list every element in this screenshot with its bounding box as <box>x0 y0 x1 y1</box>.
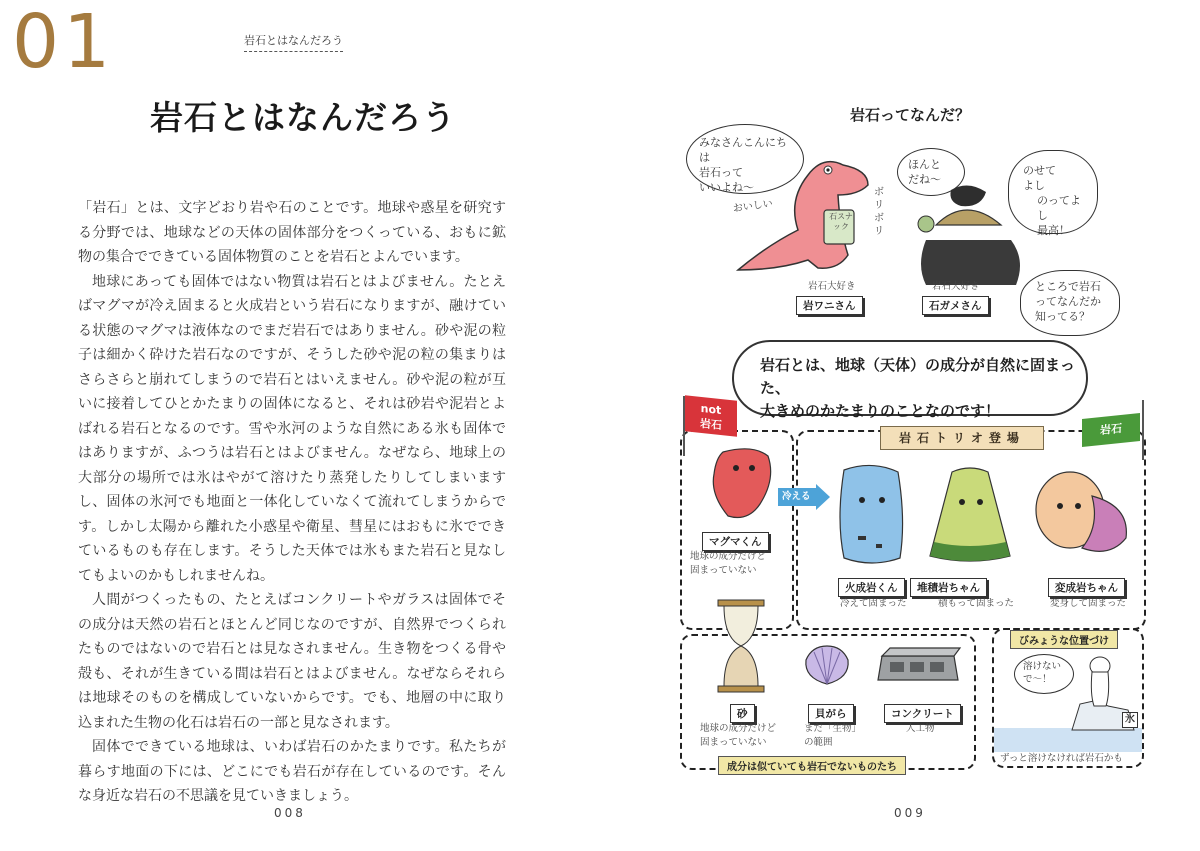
turtle-name-label: 石ガメさん <box>922 296 989 315</box>
concrete-description: 人工物 <box>906 723 935 734</box>
arrow-right-icon <box>816 484 830 510</box>
bubble-line: 岩石って <box>699 166 743 179</box>
chapter-number: 01 <box>12 0 115 85</box>
flag-pole-right <box>1142 400 1144 460</box>
subtle-position-title: びみょうな位置づけ <box>1010 630 1118 649</box>
magma-illustration <box>708 444 778 524</box>
paragraph: 「岩石」とは、文字どおり岩や石のことです。地球や惑星を研究する分野では、地球などの天体の固体部分をつくっている、おもに鉱物の集合でできている固体物質のことを岩石とよんでいます。 <box>78 200 506 265</box>
bubble-line: 溶けない <box>1023 661 1062 672</box>
sedimentary-name-label: 堆積岩ちゃん <box>910 578 987 597</box>
hourglass-icon <box>716 598 766 694</box>
bubble-line: のってよし <box>1037 194 1081 222</box>
bubble-line: のせて <box>1023 164 1056 177</box>
shell-name-label: 貝がら <box>808 704 854 723</box>
bubble-line: ほんと <box>908 158 941 171</box>
question-speech-bubble <box>1020 270 1120 336</box>
ice-label: 氷 <box>1122 712 1138 728</box>
bubble-line: だね〜 <box>908 173 941 186</box>
page-number-right: 009 <box>894 806 926 820</box>
paragraph: 固体でできている地球は、いわば岩石のかたまりです。私たちが暮らす地面の下には、どこにでも岩石が存在しているのです。そんな身近な岩石の不思議を見ていきましょう。 <box>78 739 506 804</box>
concrete-block-icon <box>876 646 962 686</box>
definition-line: 岩石とは、地球（天体）の成分が自然に固まった、 <box>760 356 1076 397</box>
sand-description <box>700 722 776 750</box>
body-text <box>78 196 506 809</box>
metamorphic-rock-illustration <box>1030 466 1136 566</box>
desc-line: 地球の成分だけど <box>700 723 777 734</box>
rock-flag: 岩石 <box>1082 413 1140 447</box>
paragraph: 人間がつくったもの、たとえばコンクリートやガラスは固体でその成分は天然の岩石とほとんど同じなのですが、自然界でつくられたものではないので岩石とは見なされません。生き物をつくる骨や殻も、それが生きている間は岩石とはよびません。なぜならそれらは地球そのものを構成していないからです。でも、地層の中に取り込まれた生物の化石は岩石の一部と見なされます。 <box>78 592 506 731</box>
page-number-left: 008 <box>274 806 306 820</box>
seashell-icon <box>802 642 852 688</box>
definition-line: 大きめのかたまりのことなのです！ <box>760 402 1001 420</box>
magma-description <box>690 550 766 578</box>
running-head: 岩石とはなんだろう <box>244 32 343 52</box>
igneous-name-label: 火成岩くん <box>838 578 905 597</box>
croc-sfx: おいしい <box>732 198 774 215</box>
not-rock-flag <box>685 395 737 436</box>
desc-line: の範囲 <box>804 737 833 748</box>
sedimentary-description: 積もって固まった <box>938 598 1015 609</box>
bubble-line: みなさんこんにちは <box>699 136 787 164</box>
croc-caption: 岩石大好き <box>808 281 856 292</box>
turtle-caption: 岩石大好き <box>932 281 980 292</box>
rock-trio-banner: 岩石トリオ登場 <box>880 426 1044 450</box>
subtle-position-caption: ずっと溶けなければ岩石かも <box>1000 753 1123 764</box>
shell-description <box>804 722 861 750</box>
page-title: 岩石とはなんだろう <box>150 98 456 137</box>
magma-name-label: マグマくん <box>702 532 769 551</box>
concrete-name-label: コンクリート <box>884 704 961 723</box>
bubble-line: いいよね〜 <box>699 181 754 194</box>
croc-name-label: 岩ワニさん <box>796 296 863 315</box>
turtle-illustration <box>906 180 1026 290</box>
polar-bear-speech-bubble <box>1014 654 1074 694</box>
snack-label: 石スナック <box>829 212 853 231</box>
paragraph: 地球にあっても固体ではない物質は岩石とはよびません。たとえばマグマが冷え固まると火成岩という岩石になりますが、融けている状態のマグマは液体なのでまだ岩石ではありません。砂や泥の粒子は細かく砕けた岩石なのですが、そうした砂や泥の粒の集まりはさらさらと崩れてしまうので岩石とはいえません。砂や泥の粒が互いに接着してひとかたまりの固体になると、それは砂岩や泥岩とよばれる岩石となるのです。雪や氷河のような自然にある氷も固体ではありますが、ふつうは岩石とはよびません。なぜなら、地球上の大部分の場所では氷はやがて溶けたり蒸発したりしてしまいますし、固体の氷河でも地面と一体化していなくて流れてしまうからです。しかし太陽から離れた小惑星や衛星、彗星にはおもに氷でできているものも存在します。そうした天体では氷もまた岩石と見なしてもよいのかもしれませんね。 <box>78 273 506 584</box>
definition-bubble <box>732 340 1088 420</box>
metamorphic-description: 変身して固まった <box>1050 598 1127 609</box>
bubble-line: 知ってる？ <box>1035 310 1090 323</box>
munch-sfx: ボリボリ <box>874 187 884 237</box>
bubble-line: よし <box>1023 179 1045 192</box>
cools-arrow-label: 冷える <box>778 488 816 506</box>
bubble-line: ところで岩石 <box>1035 280 1101 293</box>
section-title: 岩石ってなんだ？ <box>850 106 971 124</box>
desc-line: まだ「生物」 <box>804 723 862 734</box>
metamorphic-name-label: 変成岩ちゃん <box>1048 578 1125 597</box>
desc-line: 固まっていない <box>700 737 767 748</box>
flag-text: 岩石 <box>700 416 722 433</box>
flag-text: not <box>700 401 722 418</box>
not-rock-banner: 成分は似ていても岩石でないものたち <box>718 756 906 775</box>
sand-name-label: 砂 <box>730 704 755 723</box>
desc-line: 固まっていない <box>690 565 757 576</box>
bubble-line: 最高！ <box>1037 224 1070 237</box>
sedimentary-rock-illustration <box>922 460 1018 570</box>
bubble-line: ってなんだか <box>1035 295 1101 308</box>
igneous-rock-illustration <box>832 460 912 570</box>
desc-line: 地球の成分だけど <box>690 551 767 562</box>
bubble-line: で〜！ <box>1023 674 1052 685</box>
igneous-description: 冷えて固まった <box>840 598 907 609</box>
